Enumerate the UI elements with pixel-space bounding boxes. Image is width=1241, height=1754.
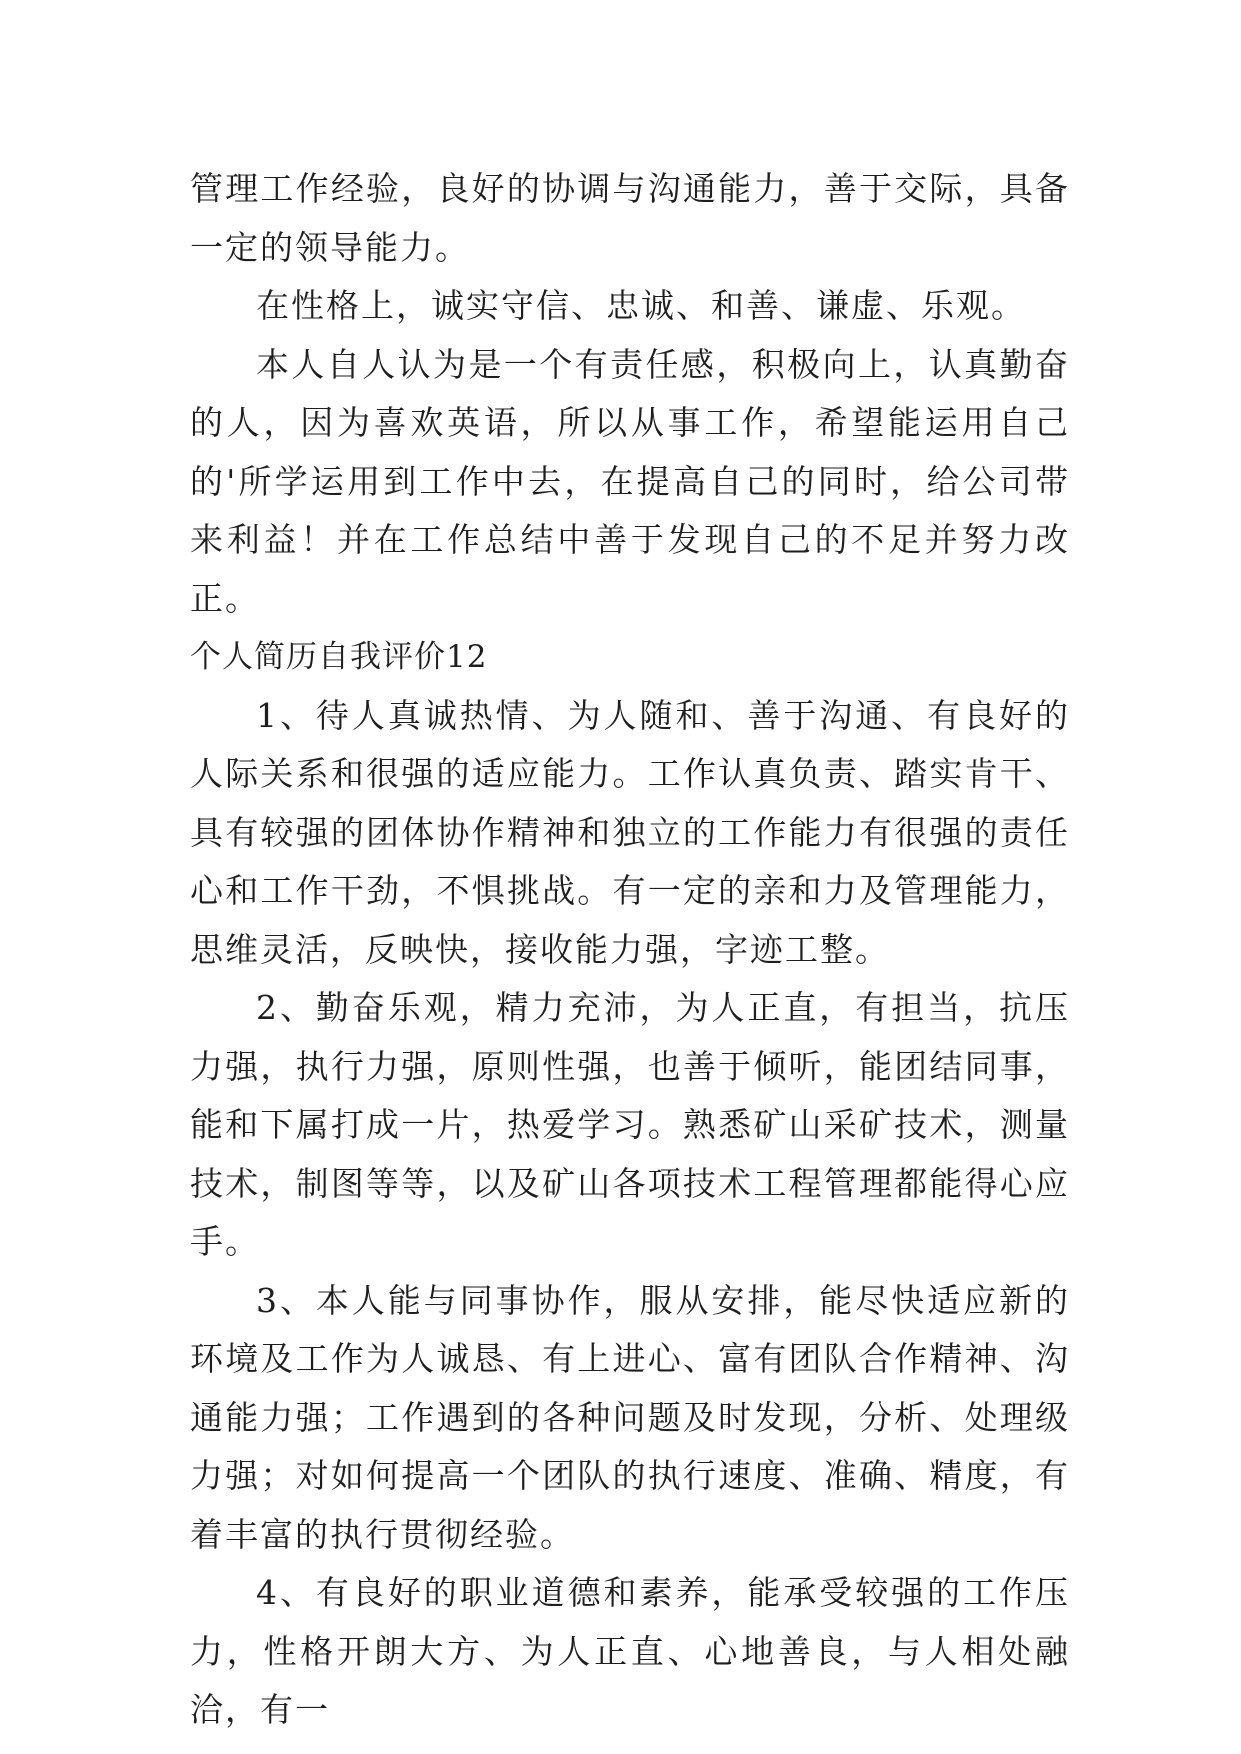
list-item-4: 4、有良好的职业道德和素养，能承受较强的工作压力，性格开朗大方、为人正直、心地善良，与人相处融洽，有一 [190,1573,1070,1729]
list-item-2: 2、勤奋乐观，精力充沛，为人正直，有担当，抗压力强，执行力强，原则性强，也善于倾听，能团结同事，能和下属打成一片，热爱学习。熟悉矿山采矿技术，测量技术，制图等等，以及矿山各项技术工程管理都能得心应手。 [190,988,1070,1261]
section-heading: 个人简历自我评价12 [190,639,488,675]
paragraph-management-experience: 管理工作经验，良好的协调与沟通能力，善于交际，具备一定的领导能力。 [190,169,1070,267]
paragraph-personality: 在性格上，诚实守信、忠诚、和善、谦虚、乐观。 [256,286,1026,325]
document-body [190,160,1070,1740]
list-item-1: 1、待人真诚热情、为人随和、善于沟通、有良好的人际关系和很强的适应能力。工作认真负责、踏实肯干、具有较强的团体协作精神和独立的工作能力有很强的责任心和工作干劲，不惧挑战。有一定的亲和力及管理能力，思维灵活，反映快，接收能力强，字迹工整。 [190,695,1070,969]
paragraph-self-assessment: 本人自人认为是一个有责任感，积极向上，认真勤奋的人，因为喜欢英语，所以从事工作，希望能运用自己的'所学运用到工作中去，在提高自己的同时，给公司带来利益！并在工作总结中善于发现自己的不足并努力改正。 [190,344,1070,618]
list-item-3: 3、本人能与同事协作，服从安排，能尽快适应新的环境及工作为人诚恳、有上进心、富有团队合作精神、沟通能力强；工作遇到的各种问题及时发现，分析、处理级力强；对如何提高一个团队的执行速度、准确、精度，有着丰富的执行贯彻经验。 [190,1280,1070,1554]
